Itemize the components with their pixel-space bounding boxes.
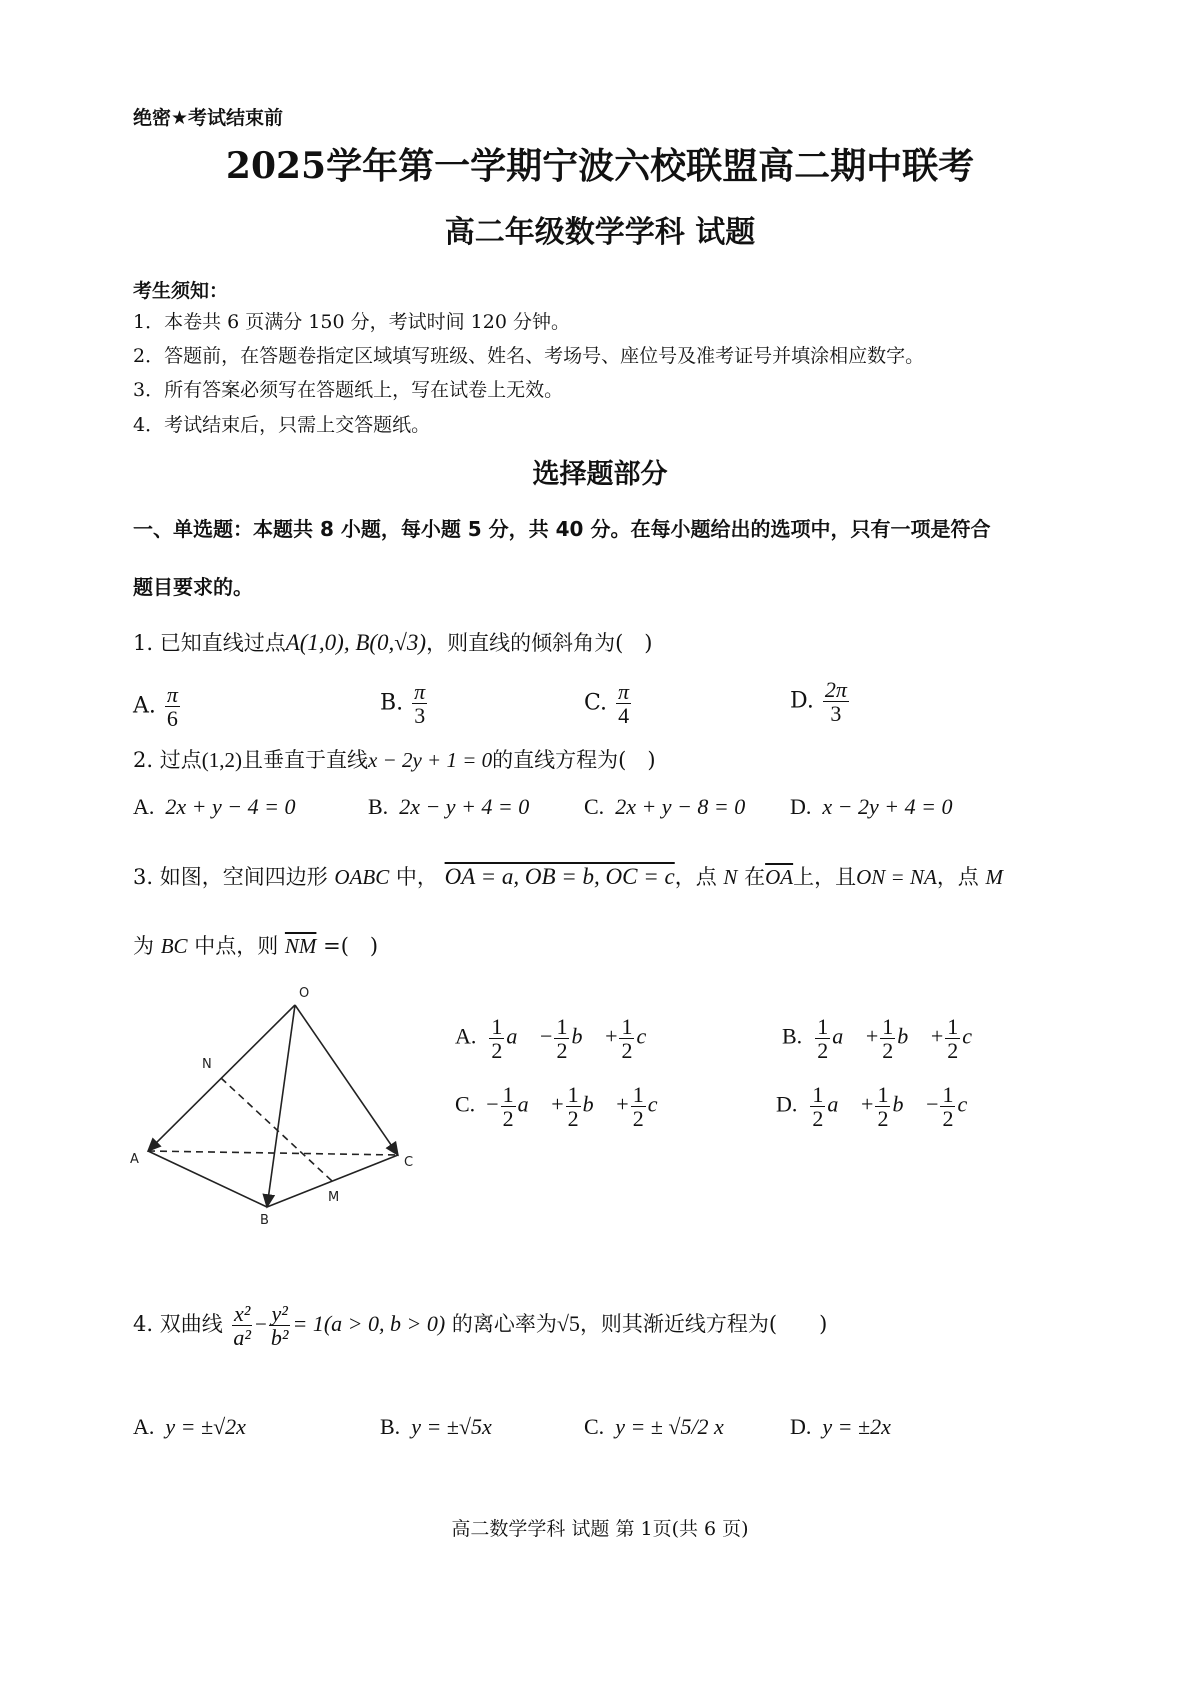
q3-option-d: D. $\frac{1}{2}$ a⃗ + $\frac{1}{2}$ b⃗ − $\frac{1}{2}$ c⃗ (776, 1082, 985, 1132)
q4-option-d: D. y = ±2x (790, 1414, 891, 1439)
edge-ab (148, 1151, 267, 1207)
notice-item: 3．所有答案必须写在答题纸上，写在试卷上无效。 (133, 379, 564, 401)
q4-option-c: C. y = ± √5/2 x (584, 1414, 724, 1439)
label-o: O (299, 986, 310, 1001)
question-1: 1. 已知直线过点A(1,0), B(0,√3)，则直线的倾斜角为( ) (133, 630, 653, 655)
q2-option-b: B. 2x − y + 4 = 0 (368, 794, 530, 819)
section-instruction-cont: 题目要求的。 (133, 575, 253, 599)
q1-option-a: A. $\frac{\pi}{6}$ (133, 682, 178, 732)
section-title: 选择题部分 (532, 459, 668, 490)
tetrahedron-figure (120, 985, 430, 1225)
q3-option-b: B. $\frac{1}{2}$ a⃗ + $\frac{1}{2}$ b⃗ + $\frac{1}{2}$ c⃗ (782, 1014, 990, 1064)
label-b: B (260, 1213, 269, 1225)
confidential-mark: 绝密★考试结束前 (133, 107, 284, 129)
page-footer: 高二数学学科 试题 第 1页(共 6 页) (451, 1518, 749, 1540)
q4-option-a: A. y = ±√2x (133, 1414, 246, 1439)
edge-ac-hidden (148, 1151, 398, 1155)
notice-item: 1．本卷共 6 页满分 150 分，考试时间 120 分钟。 (133, 311, 570, 333)
q3-option-a: A. $\frac{1}{2}$ a⃗ − $\frac{1}{2}$ b⃗ + $\frac{1}{2}$ c⃗ (455, 1014, 664, 1064)
q4-option-b: B. y = ±√5x (380, 1414, 492, 1439)
q1-option-b: B. $\frac{\pi}{3}$ (380, 679, 426, 729)
q1-option-d: D. $\frac{2\pi}{3}$ (790, 677, 847, 727)
label-n: N (202, 1057, 212, 1072)
segment-nm (221, 1078, 332, 1181)
question-3: 3. 如图，空间四边形 OABC 中， OA = a, OB = b, OC = c，点 N 在$\overline{OA}$上，且ON = NA，点 M (133, 864, 1003, 889)
exam-title: 2025学年第一学期宁波六校联盟高二期中联考 (225, 145, 975, 187)
question-4: 4. 双曲线 $\frac{\text{x²}}{\text{a²}}$ − $\frac{\text{y²}}{\text{b²}}$ = 1(a > 0, b > 0) 的离心率为√5，则其渐近线方程为( ) (133, 1301, 828, 1351)
exam-subtitle: 高二年级数学学科 试题 (444, 215, 756, 250)
label-m: M (328, 1190, 340, 1205)
q2-option-c: C. 2x + y − 8 = 0 (584, 794, 746, 819)
section-instruction: 一、单选题：本题共 8 小题，每小题 5 分，共 40 分。在每小题给出的选项中，只有一项是符合 (133, 517, 991, 541)
notice-heading: 考生须知： (133, 280, 229, 302)
q2-option-a: A. 2x + y − 4 = 0 (133, 794, 296, 819)
q3-option-c: C. − $\frac{1}{2}$ a⃗ + $\frac{1}{2}$ b⃗ + $\frac{1}{2}$ c⃗ (455, 1082, 675, 1132)
notice-item: 2．答题前，在答题卷指定区域填写班级、姓名、考场号、座位号及准考证号并填涂相应数字。 (133, 345, 925, 367)
question-3-cont: 为 BC 中点，则 $\overline{NM}$ =( ) (133, 934, 379, 958)
edge-ob (267, 1005, 295, 1207)
question-2: 2. 过点(1,2)且垂直于直线x − 2y + 1 = 0的直线方程为( ) (133, 748, 656, 772)
label-a: A (130, 1152, 139, 1167)
label-c: C (404, 1155, 414, 1170)
notice-item: 4．考试结束后，只需上交答题纸。 (133, 414, 431, 436)
q1-option-c: C. $\frac{\pi}{4}$ (584, 679, 630, 729)
q3-vectors: OA = a, OB = b, OC = c (444, 864, 675, 889)
edge-oc (295, 1005, 398, 1155)
q2-option-d: D. x − 2y + 4 = 0 (790, 794, 953, 819)
